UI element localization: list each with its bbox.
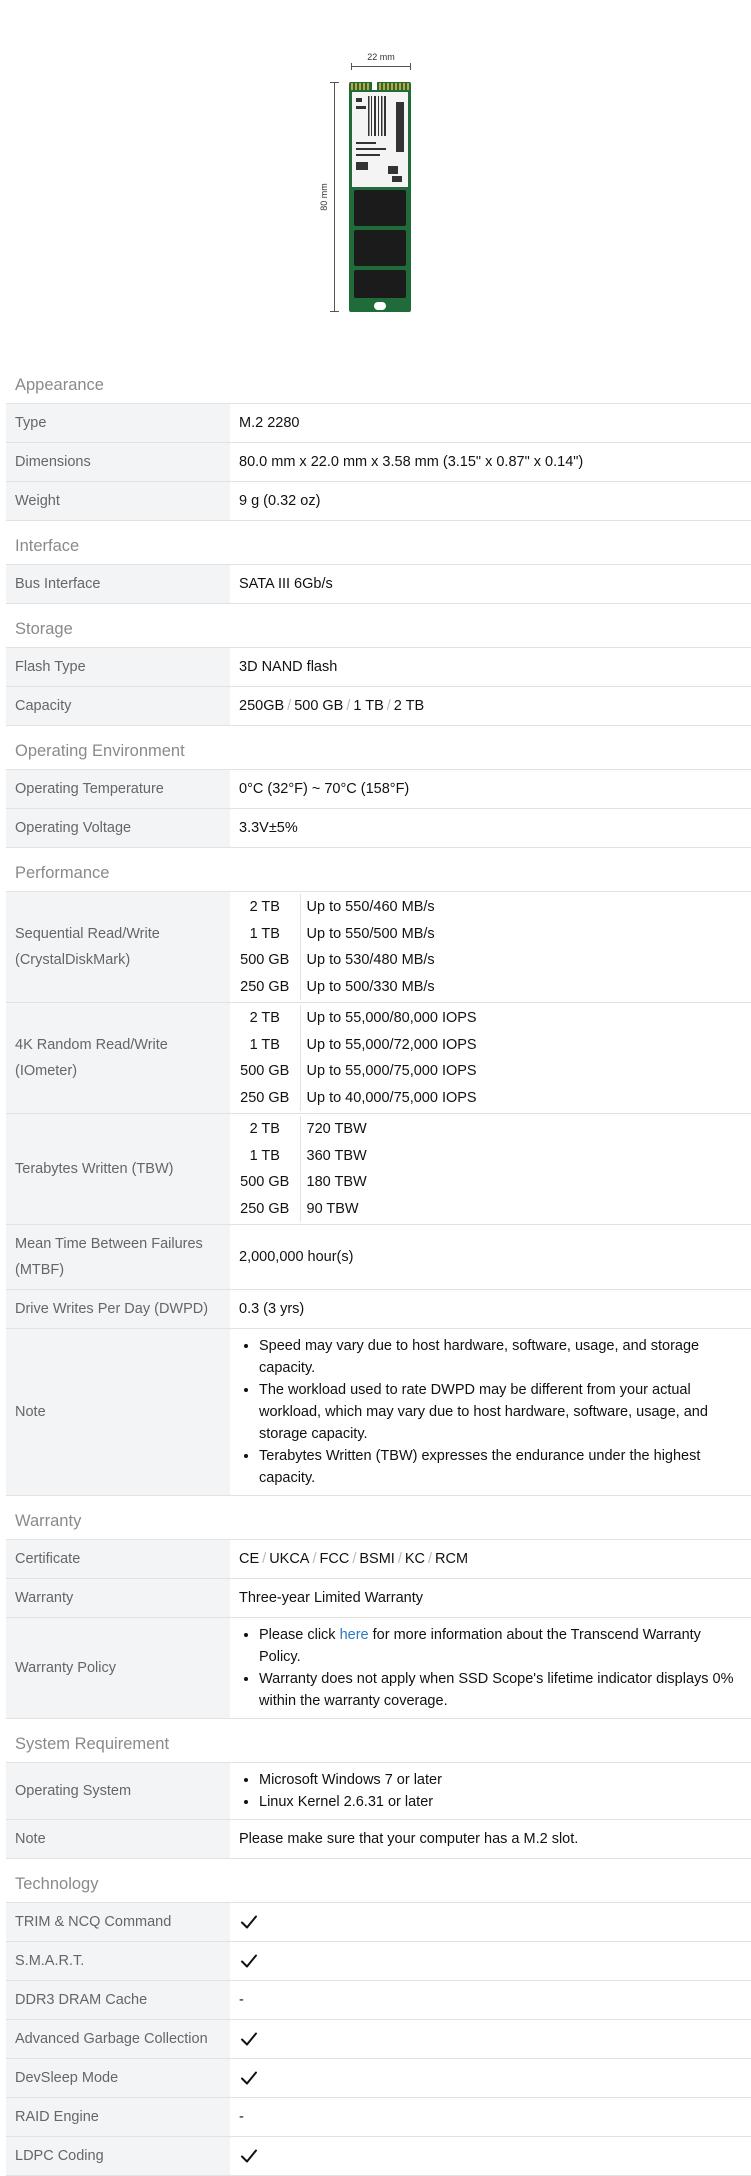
spec-row-dimensions	[6, 443, 751, 482]
spec-key: Operating System	[6, 1763, 230, 1820]
spec-row-devsleep-mode	[6, 2059, 751, 2098]
spec-key: LDPC Coding	[6, 2137, 230, 2176]
spec-key: S.M.A.R.T.	[6, 1942, 230, 1981]
section-title-operating-environment: Operating Environment	[15, 742, 185, 760]
capacity-row	[230, 1005, 751, 1032]
spec-table-warranty	[6, 1539, 751, 1719]
spec-row-warranty	[6, 1579, 751, 1618]
spec-value: 9 g (0.32 oz)	[239, 493, 321, 509]
spec-key: Operating Voltage	[6, 809, 230, 848]
bullet-item: • The workload used to rate DWPD may be different from your actual workload, which may vary due to host hardware, software, usage, and storage capacity.	[259, 1379, 742, 1445]
spec-value	[230, 1903, 751, 1942]
capacity-label: 250 GB	[230, 1196, 300, 1223]
spec-value: M.2 2280	[239, 415, 300, 431]
spec-key: Drive Writes Per Day (DWPD)	[6, 1290, 230, 1329]
section-title-warranty: Warranty	[15, 1512, 82, 1530]
spec-key: Capacity	[6, 687, 230, 726]
capacity-label: 1 TB	[230, 921, 300, 948]
spec-key: 4K Random Read/Write (IOmeter)	[6, 1003, 230, 1114]
separator: /	[262, 1551, 267, 1567]
list-item: BSMI	[359, 1551, 395, 1567]
warranty-policy-link[interactable]: here	[339, 1627, 369, 1643]
spec-row-s-m-a-r-t	[6, 1942, 751, 1981]
list-item: FCC	[319, 1551, 350, 1567]
spec-row-raid-engine	[6, 2098, 751, 2137]
separator: /	[397, 1551, 402, 1567]
spec-row-4k-random-read-write-iometer	[6, 1003, 751, 1114]
bullet-item: • Linux Kernel 2.6.31 or later	[259, 1791, 742, 1813]
list-item: 2 TB	[393, 698, 425, 714]
spec-value	[230, 1003, 751, 1114]
spec-key: Warranty Policy	[6, 1618, 230, 1719]
capacity-value: Up to 55,000/80,000 IOPS	[306, 1010, 477, 1026]
section-title-appearance: Appearance	[15, 376, 104, 394]
spec-value	[230, 2059, 751, 2098]
checkmark-icon	[239, 2029, 259, 2049]
spec-value: 0.3 (3 yrs)	[239, 1301, 305, 1317]
spec-value	[230, 1618, 751, 1719]
capacity-subtable	[230, 894, 751, 1000]
capacity-row	[230, 947, 751, 974]
spec-row-type	[6, 404, 751, 443]
spec-row-advanced-garbage-collection	[6, 2020, 751, 2059]
bullet-item	[259, 1624, 742, 1668]
m2-ssd-image	[348, 82, 412, 312]
spec-row-certificate	[6, 1540, 751, 1579]
spec-key: Advanced Garbage Collection	[6, 2020, 230, 2059]
capacity-value: Up to 500/330 MB/s	[306, 978, 435, 995]
spec-table-storage	[6, 647, 751, 726]
list-item: UKCA	[269, 1551, 310, 1567]
spec-table-interface	[6, 564, 751, 604]
spec-key: Type	[6, 404, 230, 443]
spec-row-operating-temperature	[6, 770, 751, 809]
capacity-value: Up to 40,000/75,000 IOPS	[306, 1089, 477, 1106]
spec-value	[230, 1114, 751, 1225]
list-item: KC	[404, 1551, 425, 1567]
section-title-technology: Technology	[15, 1875, 99, 1893]
spec-value: 3.3V±5%	[239, 820, 298, 836]
spec-row-drive-writes-per-day-dwpd	[6, 1290, 751, 1329]
spec-table-appearance	[6, 403, 751, 521]
bullet-item: • Warranty does not apply when SSD Scope's lifetime indicator displays 0% within the warranty coverage.	[259, 1668, 742, 1712]
capacity-value: 360 TBW	[306, 1147, 367, 1164]
capacity-row	[230, 894, 751, 921]
spec-value	[230, 687, 751, 726]
bullet-item: • Microsoft Windows 7 or later	[259, 1769, 742, 1791]
spec-value	[230, 1329, 751, 1496]
spec-key: Warranty	[6, 1579, 230, 1618]
spec-table-operating-environment	[6, 769, 751, 848]
capacity-label: 2 TB	[230, 1005, 300, 1032]
spec-key: Certificate	[6, 1540, 230, 1579]
list-item: 250GB	[239, 698, 285, 714]
spec-row-operating-voltage	[6, 809, 751, 848]
capacity-label: 500 GB	[230, 1169, 300, 1196]
length-dimension-line	[334, 82, 335, 312]
capacity-row	[230, 1169, 751, 1196]
spec-value: -	[239, 2109, 244, 2125]
length-dimension	[319, 82, 338, 312]
spec-key: Dimensions	[6, 443, 230, 482]
spec-value: Three-year Limited Warranty	[239, 1590, 423, 1606]
spec-key: Sequential Read/Write (CrystalDiskMark)	[6, 892, 230, 1003]
spec-key: Mean Time Between Failures (MTBF)	[6, 1225, 230, 1290]
spec-key: Operating Temperature	[6, 770, 230, 809]
bullet-list	[239, 1769, 742, 1813]
spec-row-flash-type	[6, 648, 751, 687]
spec-table-technology	[6, 1902, 751, 2176]
width-dimension-label: 22 mm	[367, 52, 395, 62]
checkmark-icon	[239, 1951, 259, 1971]
width-dimension	[347, 52, 415, 68]
separator: /	[428, 1551, 433, 1567]
list-item: 1 TB	[353, 698, 384, 714]
spec-value: 2,000,000 hour(s)	[239, 1249, 354, 1265]
capacity-label: 250 GB	[230, 1085, 300, 1112]
section-title-storage: Storage	[15, 620, 73, 638]
separator: /	[312, 1551, 317, 1567]
capacity-value: 90 TBW	[306, 1200, 359, 1217]
separator: /	[386, 698, 391, 714]
separator: /	[287, 698, 292, 714]
bullet-list	[239, 1624, 742, 1712]
checkmark-icon	[239, 2068, 259, 2088]
list-item: CE	[239, 1551, 260, 1567]
checkmark-icon	[239, 2146, 259, 2166]
capacity-row	[230, 921, 751, 948]
capacity-row	[230, 1196, 751, 1223]
capacity-label: 500 GB	[230, 1058, 300, 1085]
capacity-label: 250 GB	[230, 974, 300, 1001]
spec-key: Weight	[6, 482, 230, 521]
capacity-label: 500 GB	[230, 947, 300, 974]
spec-row-note	[6, 1820, 751, 1859]
spec-key: Terabytes Written (TBW)	[6, 1114, 230, 1225]
spec-row-ldpc-coding	[6, 2137, 751, 2176]
capacity-subtable	[230, 1005, 751, 1111]
spec-row-note	[6, 1329, 751, 1496]
separator: /	[346, 698, 351, 714]
spec-value: Please make sure that your computer has a M.2 slot.	[239, 1831, 579, 1847]
capacity-value: Up to 530/480 MB/s	[306, 952, 435, 968]
list-item: RCM	[435, 1551, 469, 1567]
spec-value	[230, 1540, 751, 1579]
spec-value: 80.0 mm x 22.0 mm x 3.58 mm (3.15" x 0.87" x 0.14")	[239, 454, 584, 470]
spec-key: Note	[6, 1820, 230, 1859]
separator: /	[352, 1551, 357, 1567]
length-dimension-label: 80 mm	[319, 183, 329, 211]
capacity-row	[230, 1116, 751, 1143]
spec-key: Note	[6, 1329, 230, 1496]
bullet-item: • Terabytes Written (TBW) expresses the endurance under the highest capacity.	[259, 1445, 742, 1489]
spec-key: RAID Engine	[6, 2098, 230, 2137]
spec-value: 3D NAND flash	[239, 659, 338, 675]
spec-row-sequential-read-write-crystaldiskmark	[6, 892, 751, 1003]
spec-row-bus-interface	[6, 565, 751, 604]
spec-value: SATA III 6Gb/s	[239, 576, 333, 592]
spec-value	[230, 892, 751, 1003]
capacity-row	[230, 1085, 751, 1112]
section-title-system-requirement: System Requirement	[15, 1735, 170, 1753]
spec-row-mean-time-between-failures-mtbf	[6, 1225, 751, 1290]
capacity-value: Up to 550/460 MB/s	[306, 899, 435, 915]
capacity-row	[230, 1032, 751, 1059]
capacity-value: 720 TBW	[306, 1121, 367, 1137]
spec-table-performance	[6, 891, 751, 1496]
spec-table-system-requirement	[6, 1762, 751, 1859]
capacity-value: Up to 55,000/72,000 IOPS	[306, 1036, 477, 1053]
capacity-label: 1 TB	[230, 1143, 300, 1170]
policy-text-post: for more information about the Transcend Warranty Policy.	[259, 1627, 701, 1665]
checkmark-icon	[239, 1912, 259, 1932]
capacity-value: Up to 55,000/75,000 IOPS	[306, 1063, 477, 1079]
spec-value: -	[239, 1992, 244, 2008]
spec-value	[230, 1763, 751, 1820]
spec-row-capacity	[6, 687, 751, 726]
capacity-row	[230, 974, 751, 1001]
capacity-row	[230, 1143, 751, 1170]
capacity-subtable	[230, 1116, 751, 1222]
spec-key: Flash Type	[6, 648, 230, 687]
spec-row-warranty-policy	[6, 1618, 751, 1719]
spec-key: DDR3 DRAM Cache	[6, 1981, 230, 2020]
bullet-list	[239, 1335, 742, 1489]
spec-row-terabytes-written-tbw	[6, 1114, 751, 1225]
bullet-item: • Speed may vary due to host hardware, software, usage, and storage capacity.	[259, 1335, 742, 1379]
spec-value	[230, 2020, 751, 2059]
product-figure	[0, 0, 745, 360]
spec-key: DevSleep Mode	[6, 2059, 230, 2098]
spec-value	[230, 1942, 751, 1981]
section-title-performance: Performance	[15, 864, 110, 882]
spec-row-operating-system	[6, 1763, 751, 1820]
capacity-value: Up to 550/500 MB/s	[306, 925, 435, 942]
capacity-row	[230, 1058, 751, 1085]
capacity-label: 2 TB	[230, 1116, 300, 1143]
width-dimension-line	[351, 66, 411, 67]
spec-list	[0, 360, 745, 2176]
policy-text-pre: Please click	[259, 1627, 340, 1643]
spec-key: TRIM & NCQ Command	[6, 1903, 230, 1942]
spec-value: 0°C (32°F) ~ 70°C (158°F)	[239, 781, 410, 797]
spec-row-weight	[6, 482, 751, 521]
spec-value	[230, 2137, 751, 2176]
spec-key: Bus Interface	[6, 565, 230, 604]
spec-row-trim-ncq-command	[6, 1903, 751, 1942]
list-item: 500 GB	[294, 698, 344, 714]
capacity-value: 180 TBW	[306, 1174, 367, 1190]
spec-row-ddr3-dram-cache	[6, 1981, 751, 2020]
capacity-label: 1 TB	[230, 1032, 300, 1059]
capacity-label: 2 TB	[230, 894, 300, 921]
section-title-interface: Interface	[15, 537, 80, 555]
